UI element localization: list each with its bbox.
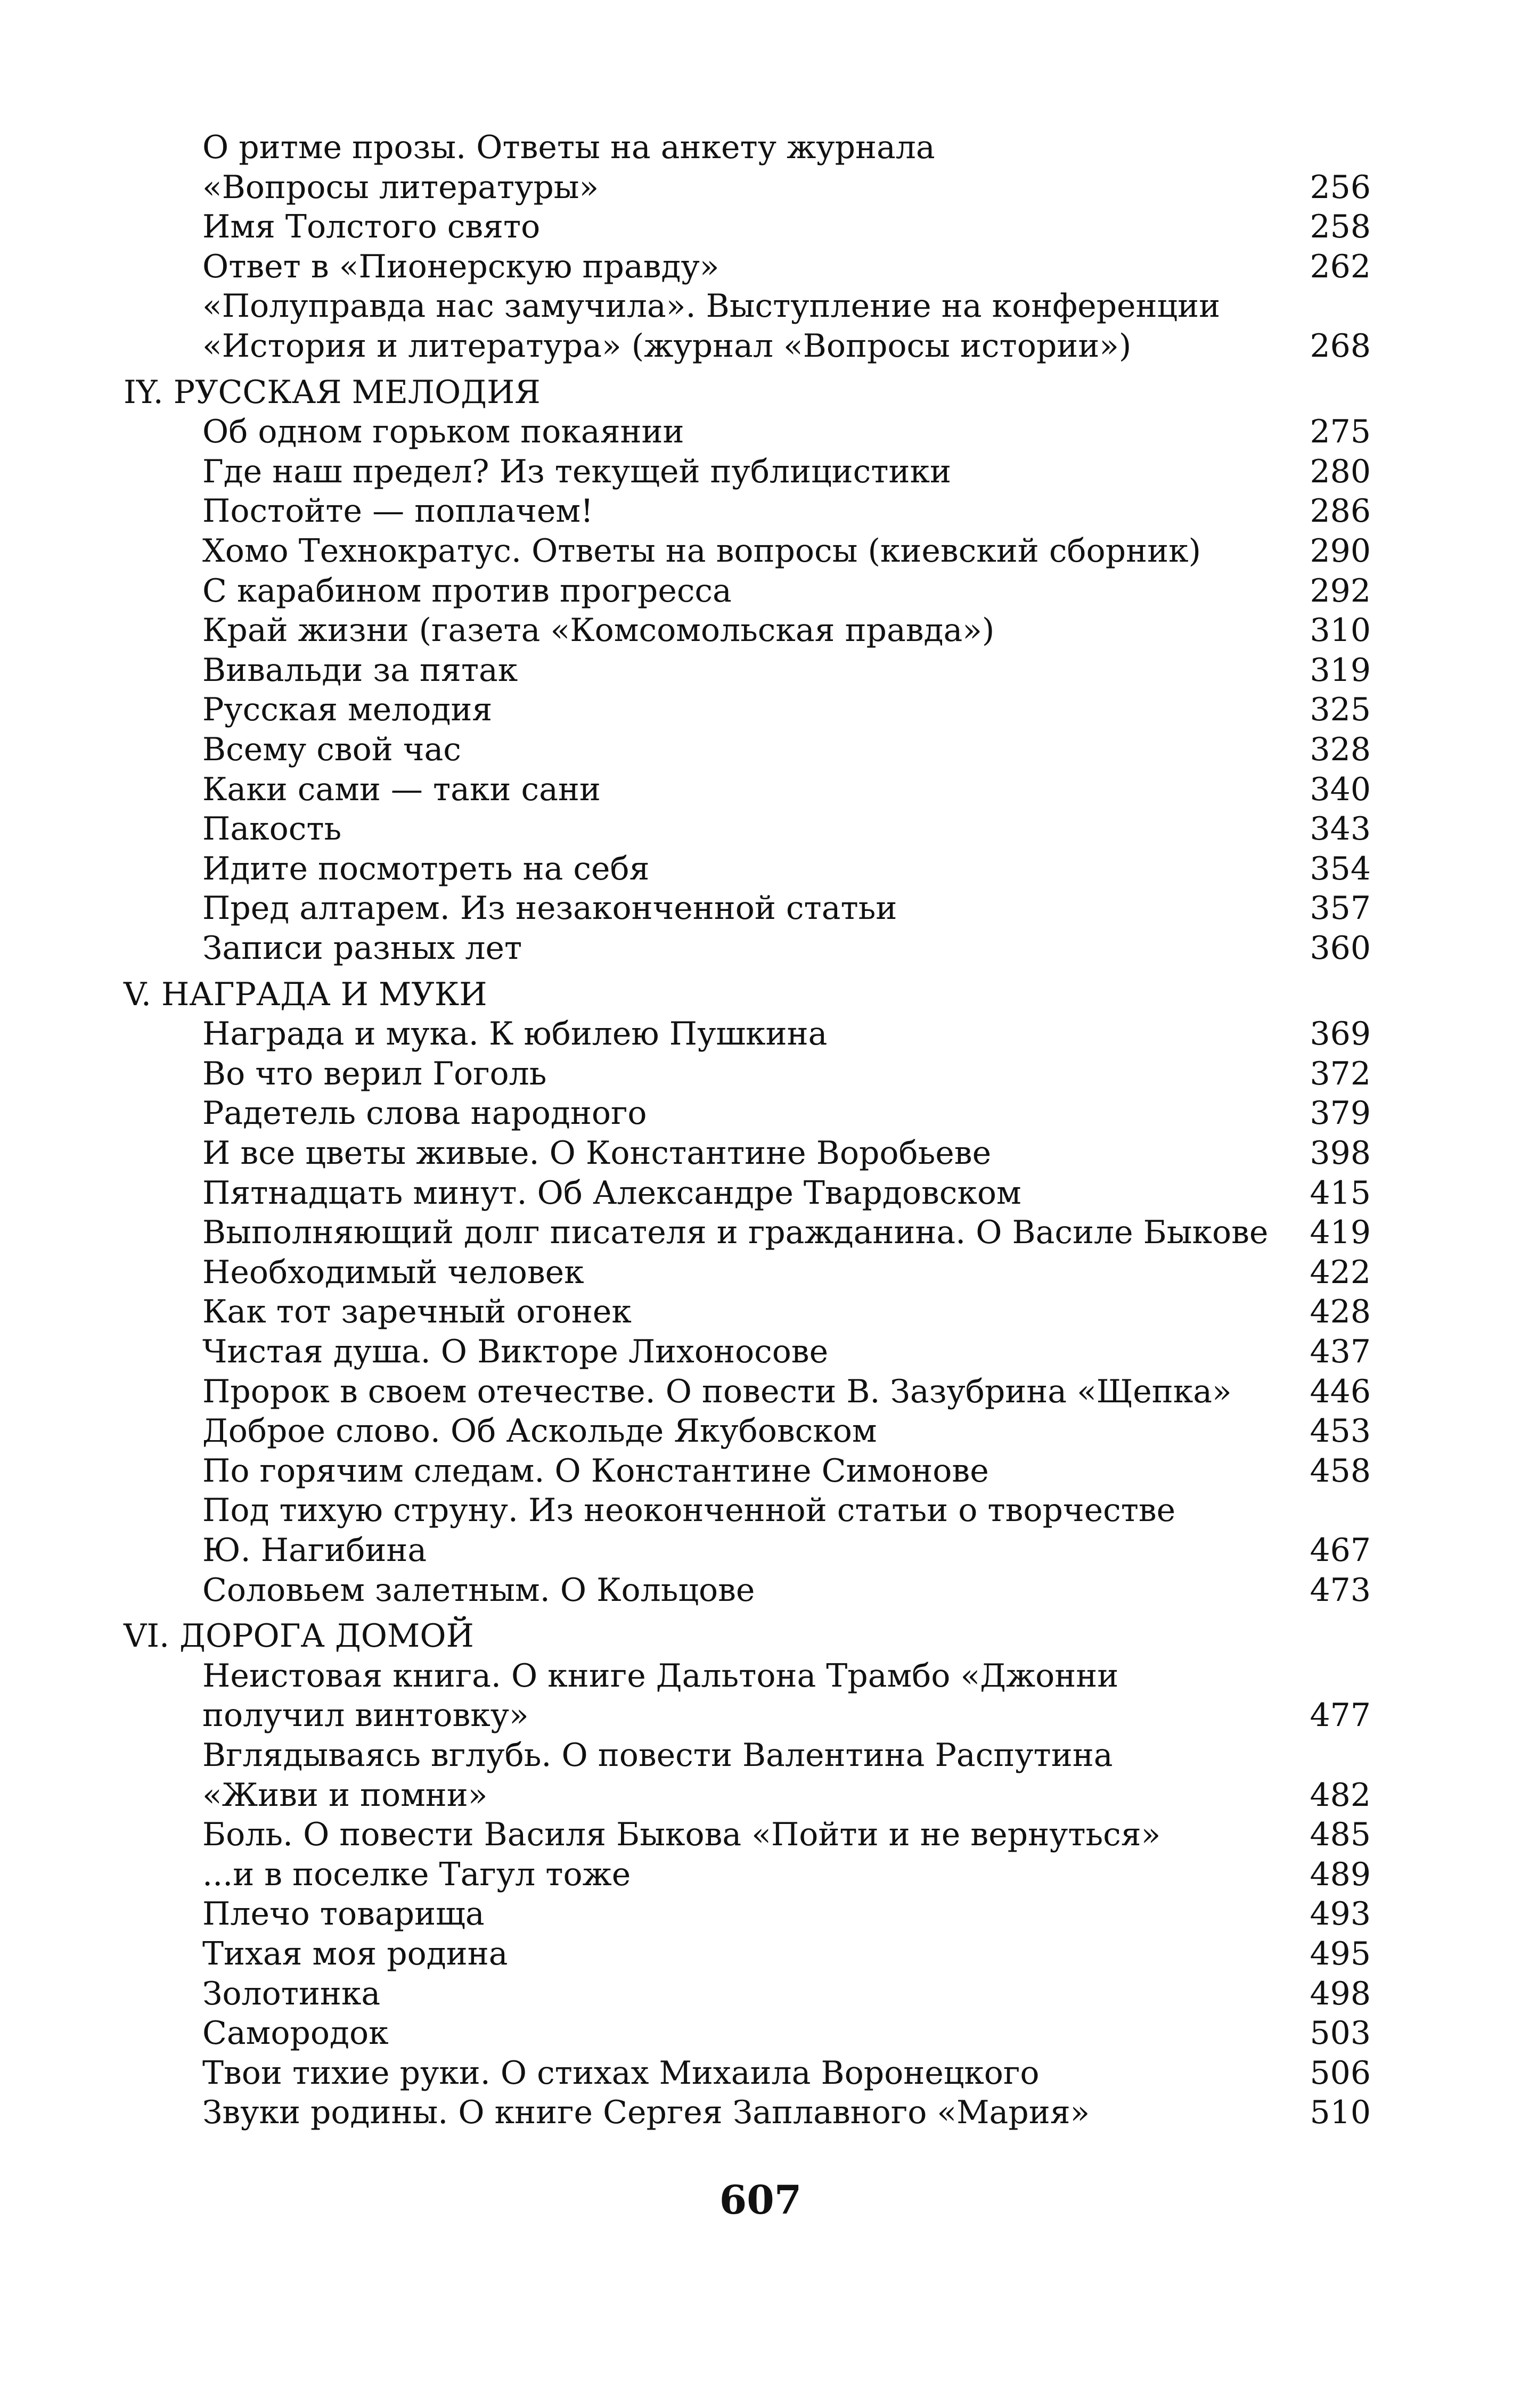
toc-entry bbox=[0, 1451, 1521, 1491]
toc-entry-page: 415 bbox=[1310, 1174, 1371, 1212]
toc-entry-title: Русская мелодия bbox=[202, 691, 493, 728]
toc-entry-page: 493 bbox=[1310, 1895, 1371, 1933]
toc-entry bbox=[0, 1133, 1521, 1173]
toc-entry-title: Боль. О повести Василя Быкова «Пойти и не вернуться» bbox=[202, 1816, 1161, 1853]
toc-entry-page: 506 bbox=[1310, 2054, 1371, 2092]
toc-entry-page: 275 bbox=[1310, 413, 1371, 450]
toc-entry bbox=[0, 1054, 1521, 1094]
toc-entry-page: 482 bbox=[1310, 1777, 1371, 1814]
toc-entry-title: Пакость bbox=[202, 810, 342, 848]
toc-entry bbox=[0, 1014, 1521, 1054]
page-number: 607 bbox=[719, 2177, 802, 2223]
toc-entry-title: И все цветы живые. О Константине Воробьеве bbox=[202, 1135, 992, 1172]
toc-entry-page: 262 bbox=[1310, 248, 1371, 285]
toc-entry-title: Необходимый человек bbox=[202, 1254, 584, 1291]
toc-entry bbox=[0, 1094, 1521, 1133]
toc-entry-title: Твои тихие руки. О стихах Михаила Воронецкого bbox=[202, 2054, 1040, 2092]
toc-entry-page: 340 bbox=[1310, 771, 1371, 808]
toc-entry-title: ...и в поселке Тагул тоже bbox=[202, 1856, 631, 1893]
toc-entry-page: 369 bbox=[1310, 1015, 1371, 1053]
toc-entry-title: Радетель слова народного bbox=[202, 1095, 647, 1132]
toc-entry-title: О ритме прозы. Ответы на анкету журнала bbox=[202, 129, 935, 166]
toc-entry-page: 467 bbox=[1310, 1532, 1371, 1569]
toc-entry bbox=[0, 1491, 1521, 1530]
toc-entry-title: «Полуправда нас замучила». Выступление на конференции bbox=[202, 287, 1221, 325]
toc-entry bbox=[0, 809, 1521, 849]
toc-entry-title: Чистая душа. О Викторе Лихоносове bbox=[202, 1333, 829, 1370]
toc-entry bbox=[0, 611, 1521, 650]
section-heading-title: IY. РУССКАЯ МЕЛОДИЯ bbox=[124, 374, 541, 411]
toc-entry bbox=[0, 651, 1521, 690]
toc-entry-title: Ответ в «Пионерскую правду» bbox=[202, 248, 719, 285]
toc-entry-title: Хомо Технократус. Ответы на вопросы (киевский сборник) bbox=[202, 532, 1201, 570]
toc-entry-page: 258 bbox=[1310, 208, 1371, 245]
toc-entry bbox=[0, 690, 1521, 729]
toc-entry-page: 398 bbox=[1310, 1135, 1371, 1172]
toc-entry bbox=[0, 1696, 1521, 1735]
toc-entry bbox=[0, 1292, 1521, 1332]
toc-entry bbox=[0, 247, 1521, 286]
toc-entry-title: Доброе слово. Об Аскольде Якубовском bbox=[202, 1412, 877, 1450]
toc-entry-title: Вглядываясь вглубь. О повести Валентина Распутина bbox=[202, 1737, 1113, 1774]
toc-entry bbox=[0, 1571, 1521, 1610]
toc-entry-page: 473 bbox=[1310, 1572, 1371, 1609]
toc-entry-page: 357 bbox=[1310, 890, 1371, 927]
toc-entry-page: 446 bbox=[1310, 1373, 1371, 1410]
toc-entry bbox=[0, 889, 1521, 928]
toc-entry bbox=[0, 1531, 1521, 1570]
toc-entry-title: Соловьем залетным. О Кольцове bbox=[202, 1572, 755, 1609]
toc-entry-title: «История и литература» (журнал «Вопросы истории») bbox=[202, 327, 1132, 365]
toc-entry-page: 495 bbox=[1310, 1935, 1371, 1973]
toc-entry-title: Идите посмотреть на себя bbox=[202, 850, 650, 887]
toc-entry-title: Вивальди за пятак bbox=[202, 652, 518, 689]
toc-entry-page: 437 bbox=[1310, 1333, 1371, 1370]
toc-entry bbox=[0, 531, 1521, 571]
toc-entry bbox=[0, 571, 1521, 611]
toc-entry bbox=[0, 1411, 1521, 1451]
toc-entry-page: 419 bbox=[1310, 1214, 1371, 1251]
toc-entry-page: 328 bbox=[1310, 731, 1371, 768]
toc-entry-title: «Живи и помни» bbox=[202, 1777, 488, 1814]
toc-entry bbox=[0, 128, 1521, 167]
toc-entry-page: 503 bbox=[1310, 2015, 1371, 2052]
toc-entry-page: 256 bbox=[1310, 169, 1371, 206]
toc-entry-page: 286 bbox=[1310, 492, 1371, 530]
toc-entry-page: 325 bbox=[1310, 691, 1371, 728]
toc-entry-title: Звуки родины. О книге Сергея Заплавного «Мария» bbox=[202, 2094, 1090, 2131]
section-heading-title: V. НАГРАДА И МУКИ bbox=[124, 976, 487, 1013]
toc-entry-title: Постойте — поплачем! bbox=[202, 492, 594, 530]
toc-entry bbox=[0, 1213, 1521, 1252]
toc-entry bbox=[0, 1253, 1521, 1292]
toc-entry-title: Где наш предел? Из текущей публицистики bbox=[202, 453, 951, 490]
toc-entry-page: 280 bbox=[1310, 453, 1371, 490]
toc-entry bbox=[0, 491, 1521, 531]
toc-entry bbox=[0, 207, 1521, 246]
toc-entry-page: 428 bbox=[1310, 1293, 1371, 1330]
toc-entry-title: Пред алтарем. Из незаконченной статьи bbox=[202, 890, 897, 927]
toc-entry-title: Пророк в своем отечестве. О повести В. Зазубрина «Щепка» bbox=[202, 1373, 1232, 1410]
toc-entry-title: Край жизни (газета «Комсомольская правда») bbox=[202, 612, 995, 649]
toc-entry-page: 360 bbox=[1310, 930, 1371, 967]
toc-entry bbox=[0, 1372, 1521, 1411]
toc-entry-page: 292 bbox=[1310, 572, 1371, 610]
toc-entry-page: 268 bbox=[1310, 327, 1371, 365]
toc-entry bbox=[0, 412, 1521, 451]
toc-entry-page: 485 bbox=[1310, 1816, 1371, 1853]
toc-entry-title: Ю. Нагибина bbox=[202, 1532, 427, 1569]
toc-entry-title: По горячим следам. О Константине Симонове bbox=[202, 1452, 989, 1490]
section-heading bbox=[0, 373, 1521, 412]
toc-entry bbox=[0, 452, 1521, 491]
toc-entry-page: 453 bbox=[1310, 1412, 1371, 1450]
toc-entry-title: Выполняющий долг писателя и гражданина. О Василе Быкове bbox=[202, 1214, 1269, 1251]
toc-entry-page: 372 bbox=[1310, 1055, 1371, 1092]
toc-entry bbox=[0, 1656, 1521, 1696]
toc-entry-title: получил винтовку» bbox=[202, 1697, 529, 1734]
toc-entry-title: Записи разных лет bbox=[202, 930, 522, 967]
toc-entry bbox=[0, 1894, 1521, 1934]
toc-entry-page: 290 bbox=[1310, 532, 1371, 570]
toc-entry-title: С карабином против прогресса bbox=[202, 572, 732, 610]
toc-entry bbox=[0, 1173, 1521, 1213]
toc-entry bbox=[0, 168, 1521, 207]
toc-entry bbox=[0, 928, 1521, 968]
toc-entry-page: 510 bbox=[1310, 2094, 1371, 2131]
toc-entry-page: 379 bbox=[1310, 1095, 1371, 1132]
toc-entry-title: Всему свой час bbox=[202, 731, 461, 768]
toc-entry-title: Об одном горьком покаянии bbox=[202, 413, 684, 450]
toc-entry-page: 354 bbox=[1310, 850, 1371, 887]
toc-entry bbox=[0, 2093, 1521, 2132]
toc-entry-title: Плечо товарища bbox=[202, 1895, 485, 1933]
toc-entry bbox=[0, 2053, 1521, 2093]
toc-entry-title: Награда и мука. К юбилею Пушкина bbox=[202, 1015, 828, 1053]
toc-entry-page: 422 bbox=[1310, 1254, 1371, 1291]
toc-entry-title: Золотинка bbox=[202, 1975, 381, 2012]
toc-entry-page: 310 bbox=[1310, 612, 1371, 649]
toc-entry-title: Тихая моя родина bbox=[202, 1935, 508, 1973]
toc-entry bbox=[0, 730, 1521, 769]
toc-entry-title: Самородок bbox=[202, 2015, 389, 2052]
toc-entry bbox=[0, 1332, 1521, 1371]
toc-entry bbox=[0, 1815, 1521, 1854]
toc-entry bbox=[0, 2013, 1521, 2053]
toc-entry-title: Пятнадцать минут. Об Александре Твардовском bbox=[202, 1174, 1021, 1212]
toc-entry bbox=[0, 770, 1521, 809]
section-heading bbox=[0, 975, 1521, 1014]
toc-entry bbox=[0, 1776, 1521, 1815]
toc-entry bbox=[0, 1855, 1521, 1894]
toc-entry bbox=[0, 1736, 1521, 1775]
toc-entry-title: Как тот заречный огонек bbox=[202, 1293, 632, 1330]
toc-entry bbox=[0, 849, 1521, 889]
toc-entry-title: Во что верил Гоголь bbox=[202, 1055, 547, 1092]
toc-entry-page: 489 bbox=[1310, 1856, 1371, 1893]
toc-entry-title: «Вопросы литературы» bbox=[202, 169, 599, 206]
toc-entry-page: 343 bbox=[1310, 810, 1371, 848]
section-heading bbox=[0, 1616, 1521, 1656]
toc-entry bbox=[0, 1934, 1521, 1974]
toc-entry-page: 477 bbox=[1310, 1697, 1371, 1734]
toc-entry-title: Неистовая книга. О книге Дальтона Трамбо «Джонни bbox=[202, 1657, 1119, 1695]
toc-entry bbox=[0, 1974, 1521, 2013]
toc-entry-title: Имя Толстого свято bbox=[202, 208, 541, 245]
section-heading-title: VI. ДОРОГА ДОМОЙ bbox=[124, 1617, 474, 1655]
toc-entry-page: 458 bbox=[1310, 1452, 1371, 1490]
toc-entry bbox=[0, 286, 1521, 326]
toc-entry-page: 319 bbox=[1310, 652, 1371, 689]
toc-entry-title: Под тихую струну. Из неоконченной статьи о творчестве bbox=[202, 1492, 1176, 1529]
toc-entry-page: 498 bbox=[1310, 1975, 1371, 2012]
toc-entry bbox=[0, 326, 1521, 366]
toc-entry-title: Каки сами — таки сани bbox=[202, 771, 601, 808]
